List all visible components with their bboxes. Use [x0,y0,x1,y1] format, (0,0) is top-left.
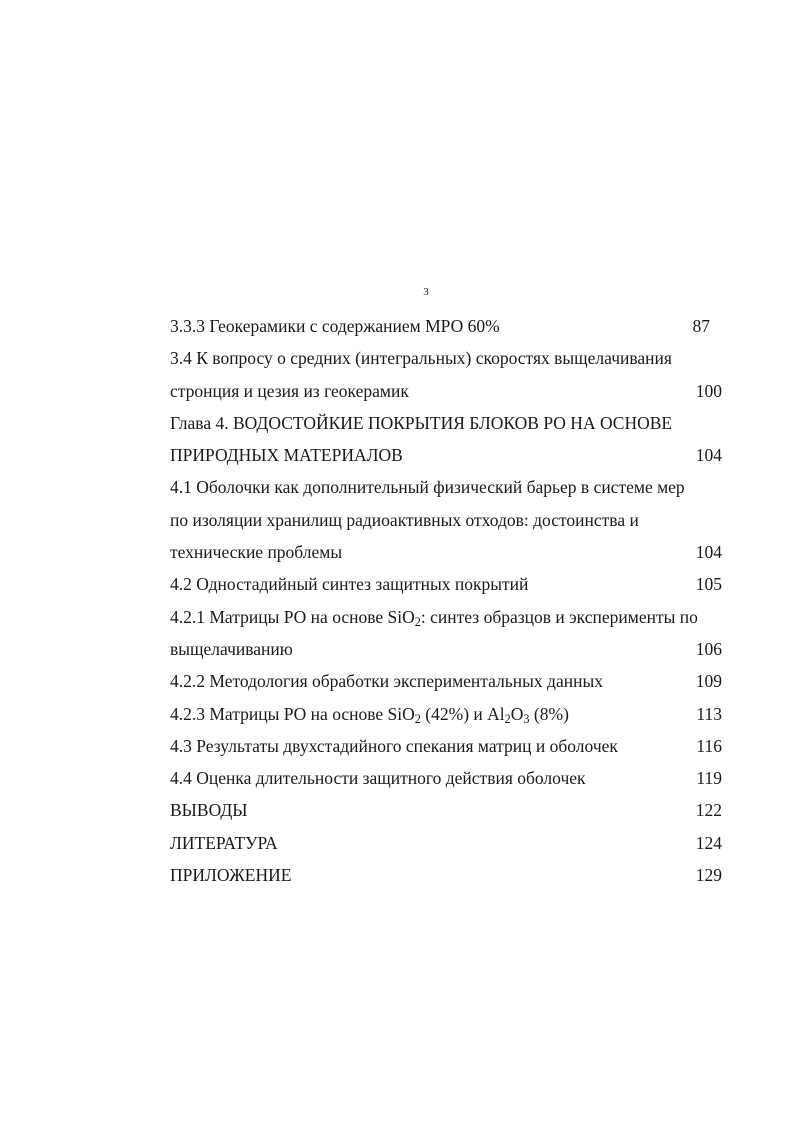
toc-entry-page: 104 [695,542,722,563]
toc-entry-title: ПРИЛОЖЕНИЕ [170,865,292,886]
toc-entry-title: Глава 4. ВОДОСТОЙКИЕ ПОКРЫТИЯ БЛОКОВ РО НА ОСНОВЕ [170,412,673,433]
toc-entry-title: 3.3.3 Геокерамики с содержанием МРО 60% [170,316,500,336]
toc-entry-page: 106 [695,638,722,659]
toc-entry [170,314,722,346]
toc-entry-page: 124 [695,832,722,853]
toc-entry-title: 4.2.1 Матрицы РО на основе SiO$_2$: синтез образцов и эксперименты по [170,606,698,630]
toc-entry-title: 4.4 Оценка длительности защитного действия оболочек [170,768,586,789]
toc-entry-title: 4.3 Результаты двухстадийного спекания матриц и оболочек [170,735,618,756]
toc-entry [170,411,722,443]
page-number: 3 [423,286,429,298]
toc-entry-title: технические проблемы [170,542,343,563]
toc-entry [170,605,722,637]
toc-entry-page: 104 [695,445,722,466]
toc-entry [170,637,722,669]
toc-entry [170,798,722,830]
toc-entry [170,475,722,507]
toc-entry-page: 113 [696,703,722,724]
toc-entry-title: ВЫВОДЫ [170,800,248,821]
toc-entry-page: 109 [695,671,722,692]
toc-entry-title: 4.2 Одностадийный синтез защитных покрытий [170,574,529,595]
toc-entry-title: выщелачиванию [170,638,293,659]
toc-entry-page: 87 [692,316,710,336]
toc-entry [170,379,722,411]
toc-entry [170,508,722,540]
toc-entry-page: 105 [695,574,722,595]
table-of-contents [170,314,722,895]
toc-entry-page: 116 [696,735,722,756]
toc-entry-title: по изоляции хранилищ радиоактивных отходов: достоинства и [170,509,639,530]
toc-entry-page: 122 [695,800,722,821]
toc-entry-title: ПРИРОДНЫХ МАТЕРИАЛОВ [170,445,403,466]
toc-entry-title: стронция и цезия из геокерамик [170,380,409,401]
toc-entry [170,540,722,572]
toc-entry [170,669,722,701]
toc-entry-title: 4.1 Оболочки как дополнительный физический барьер в системе мер [170,477,685,498]
toc-entry [170,831,722,863]
toc-entry [170,734,722,766]
toc-entry [170,702,722,734]
toc-entry [170,863,722,895]
toc-entry-title: 3.4 К вопросу о средних (интегральных) скоростях выщелачивания [170,348,672,369]
toc-entry-page: 129 [695,865,722,886]
toc-entry [170,443,722,475]
toc-entry-title: ЛИТЕРАТУРА [170,832,278,853]
toc-entry-title: 4.2.3 Матрицы РО на основе SiO$_2$ (42%) и $Al_2O_3$ (8%) [170,703,569,727]
toc-entry [170,572,722,604]
toc-entry-page: 119 [696,768,722,789]
toc-entry [170,766,722,798]
toc-entry [170,346,722,378]
toc-entry-title: 4.2.2 Методология обработки экспериментальных данных [170,671,603,692]
toc-entry-page: 100 [695,380,722,401]
